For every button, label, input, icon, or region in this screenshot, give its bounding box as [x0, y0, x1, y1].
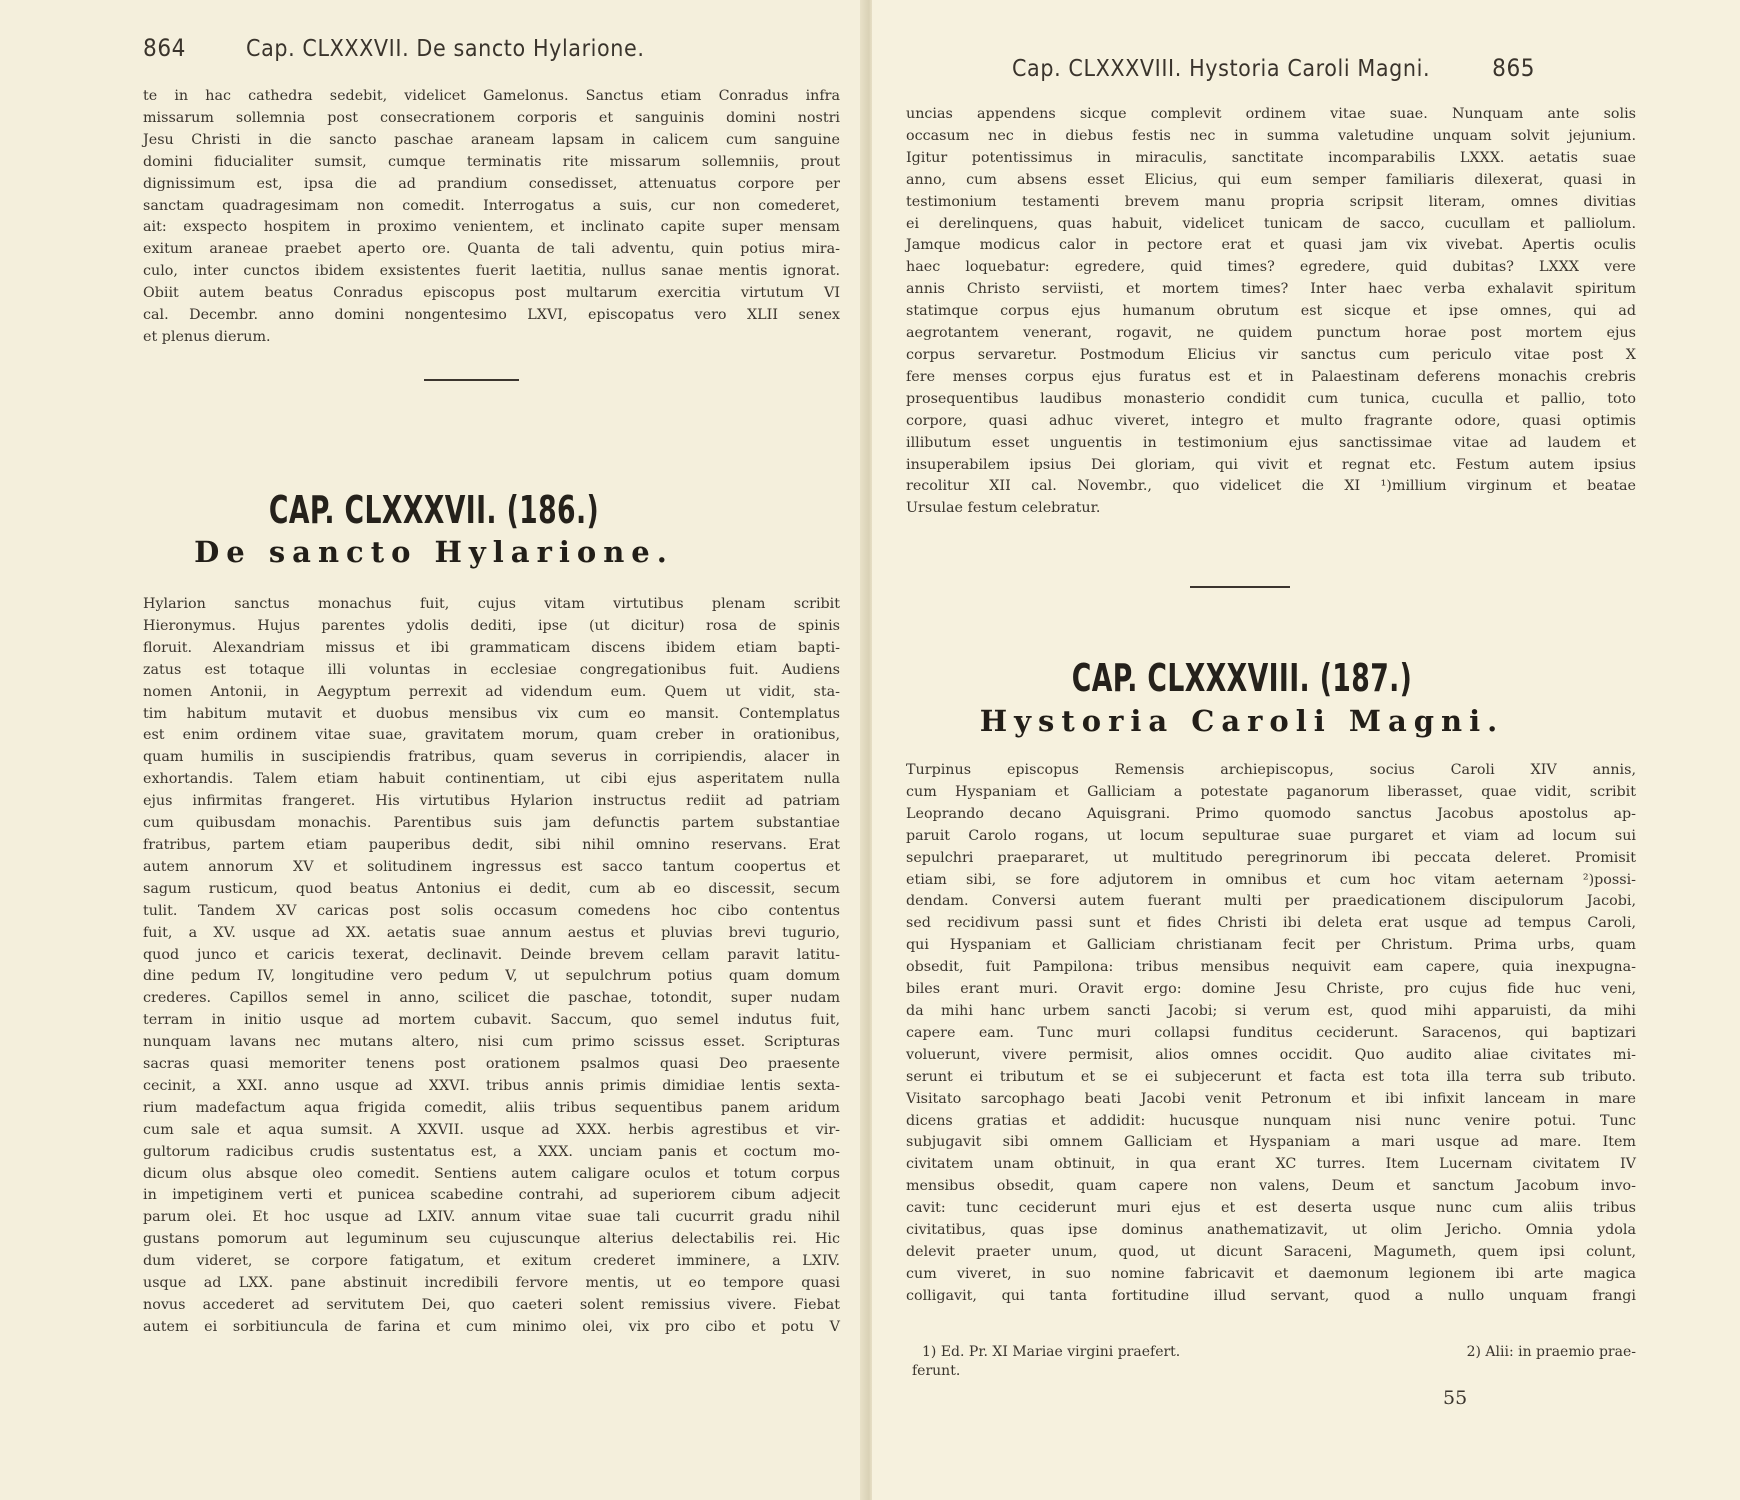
text-line: est enim ordinem vitae suae, gravitatem morum, quam creber in orationibus, [143, 727, 840, 744]
chapter-heading-left: CAP. CLXXXVII. (186.) [268, 488, 600, 532]
running-title-right: Cap. CLXXXVIII. Hystoria Caroli Magni. [1012, 56, 1431, 82]
text-line: dicens gratias et addidit: hucusque nunquam nisi nunc venire potui. Tunc [906, 1112, 1636, 1129]
text-line: recolitur XII cal. Novembr., quo videlicet die XI ¹)millium virginum et beatae [906, 478, 1636, 495]
text-line: cum sale et aqua sumsit. A XXVII. usque ad XXX. herbis agrestibus et vir- [143, 1121, 840, 1138]
left-page [0, 0, 868, 1500]
text-line: autem ei sorbitiuncula de farina et cum minimo olei, vix pro cibo et potu V [143, 1318, 840, 1335]
text-line: ait: exspecto hospitem in proximo venientem, et inclinato capite super mensam [143, 219, 840, 236]
text-line: cum viveret, in suo nomine fabricavit et daemonum legionem ibi arte magica [906, 1265, 1636, 1282]
text-line: quod junco et caricis texerat, declinavit. Deinde brevem cellam paravit latitu- [143, 946, 840, 963]
text-line: fuit, a XV. usque ad XX. aetatis suae annum aestus et pluvias brevi tugurio, [143, 924, 840, 941]
text-line: Hylarion sanctus monachus fuit, cujus vitam virtutibus plenam scribit [143, 596, 840, 612]
chapter-subtitle-right: Hystoria Caroli Magni. [979, 704, 1505, 738]
text-line: usque ad LXX. pane abstinuit incredibili fervore mentis, ut eo tempore quasi [143, 1275, 840, 1292]
text-line: paruit Carolo rogans, ut locum sepulturae suae purgaret et viam ad locum sui [906, 827, 1636, 844]
running-title-left: Cap. CLXXXVII. De sancto Hylarione. [246, 36, 645, 62]
footnote-2-continued: ferunt. [912, 1363, 961, 1379]
text-line: mensibus obsedit, quam capere non valens, Deum et sanctum Jacobum invo- [906, 1178, 1636, 1195]
text-line: corpus servaretur. Postmodum Elicius vir sanctus cum periculo vitae post X [906, 346, 1636, 363]
text-line: dine pedum IV, longitudine vero pedum V, ut sepulchrum potius quam domum [143, 968, 840, 985]
right-top-text [906, 104, 1636, 520]
text-line: novus accederet ad servitutem Dei, quo caeteri solent remissius vivere. Fiebat [143, 1297, 840, 1313]
text-line: sed recidivum passi sunt et fides Christi ibi deleta erat usque ad tempus Caroli, [906, 915, 1636, 932]
text-line: fere menses corpus ejus furatus est et in Palaestinam deferens monachis crebris [906, 368, 1636, 385]
text-line: parum olei. Et hoc usque ad LXIV. annum vitae suae tali cucurrit gradu nihil [143, 1209, 840, 1226]
text-line: rium madefactum aqua frigida comedit, aliis tribus sequentibus panem aridum [143, 1099, 840, 1116]
text-line: missarum sollemnia post consecrationem corporis et sanguinis domini nostri [143, 109, 840, 126]
text-line: annis Christo serviisti, et mortem times? Inter haec verba exhalavit spiritum [906, 281, 1636, 298]
text-line: Leoprando decano Aquisgrani. Primo quomodo sanctus Jacobus apostolus ap- [906, 805, 1636, 822]
text-line: statimque corpus ejus humanum obrutum est sicque et ipse omnes, qui ad [906, 303, 1636, 320]
text-line: fratribus, partem etiam pauperibus dedit, sibi nihil omnino reservans. Erat [143, 836, 840, 853]
text-line: testimonium testamenti brevem manu propria scripsit literam, omnes divitias [906, 193, 1636, 210]
text-line: crederes. Capillos semel in anno, scilicet die paschae, totondit, super nudam [143, 990, 840, 1007]
text-line: Ursulae festum celebratur. [906, 500, 1101, 517]
text-line: zatus est totaque illi voluntas in ecclesiae congregationibus fuit. Audiens [143, 661, 840, 678]
text-line: domini fiducialiter sumsit, cumque terminatis rite missarum sollemniis, prout [143, 153, 840, 170]
text-line: corpore, quasi adhuc viveret, integro et multo fragrante odore, quasi optimis [906, 412, 1636, 429]
text-line: gustans pomorum aut leguminum seu cujuscunque alterius delectabilis rei. Hic [143, 1231, 840, 1248]
text-line: Jamque modicus calor in pectore erat et quasi jam vix vivebat. Apertis oculis [906, 237, 1636, 254]
text-line: et plenus dierum. [143, 328, 271, 345]
text-line: qui Hyspaniam et Galliciam christianam fecit per Christum. Prima urbs, quam [906, 937, 1636, 954]
text-line: haec loquebatur: egredere, quid times? egredere, quid dubitas? LXXX vere [906, 259, 1636, 276]
text-line: quam humilis in suscipiendis fratribus, quam severus in corripiendis, alacer in [143, 749, 840, 766]
text-line: nomen Antonii, in Aegyptum perrexit ad videndum eum. Quem ut vidit, sta- [143, 683, 840, 700]
section-divider-right [1190, 586, 1290, 588]
text-line: Turpinus episcopus Remensis archiepiscopus, socius Caroli XIV annis, [906, 762, 1636, 778]
text-line: terram in initio usque ad mortem cubavit. Saccum, quo semel indutus fuit, [143, 1012, 840, 1029]
text-line: delevit praeter unum, quod, ut dicunt Saraceni, Magumeth, quem ipsi colunt, [906, 1243, 1636, 1260]
text-line: dignissimum est, ipsa die ad prandium consedisset, attenuatus corpore per [143, 175, 840, 192]
text-line: cal. Decembr. anno domini nongentesimo LXVI, episcopatus vero XLII senex [143, 307, 840, 324]
text-line: cecinit, a XXI. anno usque ad XXVI. tribus annis primis dimidiae lentis sexta- [143, 1077, 840, 1094]
text-line: voluerunt, vivere permisit, alios omnes occidit. Quo audito aliae civitates mi- [906, 1046, 1636, 1063]
text-line: sanctam quadragesimam non comedit. Interrogatus a suis, cur non comederet, [143, 197, 840, 214]
text-line: etiam sibi, se fore adjutorem in omnibus et cum hoc vitam aeternam ²)possi- [906, 871, 1636, 888]
text-line: capere eam. Tunc muri collapsi funditus ceciderunt. Saracenos, qui baptizari [906, 1024, 1636, 1041]
text-line: dendam. Conversi autem fuerant multi per praedicationem discipulorum Jacobi, [906, 893, 1636, 910]
text-line: Igitur potentissimus in miraculis, sanctitate incomparabilis LXXX. aetatis suae [906, 149, 1636, 166]
section-divider-left [424, 379, 519, 381]
text-line: dum videret, se corpore fatigatum, et exitum crederet imminere, a LXIV. [143, 1253, 840, 1270]
text-line: tulit. Tandem XV caricas post solis occasum comedens hoc cibo contentus [143, 902, 840, 919]
running-header-right [1012, 54, 1535, 82]
left-body-text [143, 594, 840, 1339]
text-line: colligavit, qui tanta fortitudine illud servant, quod a nullo unquam frangi [906, 1287, 1636, 1304]
text-line: cum Hyspaniam et Galliciam a potestate paganorum liberasset, quae vidit, scribit [906, 783, 1636, 800]
text-line: subjugavit sibi omnem Galliciam et Hyspaniam a mari usque ad mare. Item [906, 1134, 1636, 1151]
text-line: nunquam lavans nec mutans altero, nisi cum primo scissus esset. Scripturas [143, 1034, 840, 1051]
text-line: tim habitum mutavit et duobus mensibus vix cum eo mansit. Contemplatus [143, 705, 840, 722]
footnote-2: 2) Alii: in praemio prae- [1466, 1344, 1636, 1360]
text-line: cavit: tunc ceciderunt muri ejus et est deserta usque nunc cum aliis tribus [906, 1200, 1636, 1217]
text-line: ejus infirmitas frangeret. His virtutibus Hylarion instructus rediit ad patriam [143, 793, 840, 810]
text-line: gultorum radicibus crudis sustentatus est, a XXX. unciam panis et coctum mo- [143, 1143, 840, 1160]
text-line: anno, cum absens esset Elicius, qui eum semper familiaris dilexerat, quasi in [906, 171, 1636, 188]
text-line: sepulchri praepararet, ut multitudo peregrinorum ibi peccata deleret. Promisit [906, 849, 1636, 866]
text-line: Visitato sarcophago beati Jacobi venit Petronum et ibi infixit lanceam in mare [906, 1090, 1636, 1107]
chapter-heading-right: CAP. CLXXXVIII. (187.) [1071, 656, 1413, 700]
text-line: exhortandis. Talem etiam habuit continentiam, ut cibi ejus asperitatem nulla [143, 771, 840, 788]
text-line: civitatem unam obtinuit, in qua erant XC turres. Item Lucernam civitatem IV [906, 1156, 1636, 1173]
left-top-text [143, 86, 840, 349]
text-line: illibutum esset unguentis in testimonium ejus sanctissimae vitae ad laudem et [906, 434, 1636, 451]
text-line: te in hac cathedra sedebit, videlicet Gamelonus. Sanctus etiam Conradus infra [143, 88, 840, 104]
text-line: Jesu Christi in die sancto paschae araneam lapsam in calicem cum sanguine [143, 131, 840, 148]
text-line: obsedit, fuit Pampilona: tribus mensibus nequivit eam capere, quia inexpugna- [906, 959, 1636, 976]
signature-mark: 55 [1443, 1387, 1468, 1409]
text-line: dicum olus absque oleo comedit. Sentiens autem caligare oculos et totum corpus [143, 1165, 840, 1182]
footnote-1: 1) Ed. Pr. XI Mariae virgini praefert. [922, 1344, 1181, 1360]
text-line: sagum rusticum, quod beatus Antonius ei dedit, cum ab eo discessit, secum [143, 880, 840, 897]
text-line: autem annorum XV et solitudinem ingressus est sacco tantum coopertus et [143, 858, 840, 875]
text-line: uncias appendens sicque complevit ordinem vitae suae. Nunquam ante solis [906, 106, 1636, 122]
text-line: floruit. Alexandriam missus et ibi grammaticam discens ibidem etiam bapti- [143, 639, 840, 656]
text-line: serunt ei tributum et se ei subjecerunt et facta est tota illa terra sub tributo. [906, 1068, 1636, 1085]
text-line: prosequentibus laudibus monasterio condidit cum tunica, cuculla et pallio, toto [906, 390, 1636, 407]
running-header-left [143, 34, 645, 62]
text-line: ei derelinquens, quas habuit, videlicet tunicam de sacco, cucullam et palliolum. [906, 215, 1636, 232]
page-number-left: 864 [143, 34, 187, 62]
text-line: insuperabilem ipsius Dei gloriam, qui vivit et regnat etc. Festum autem ipsius [906, 456, 1636, 473]
text-line: Hieronymus. Hujus parentes ydolis dediti, ipse (ut dicitur) rosa de spinis [143, 617, 840, 634]
chapter-subtitle-left: De sancto Hylarione. [194, 535, 674, 569]
text-line: da mihi hanc urbem sancti Jacobi; si verum est, quod mihi apparuisti, da mihi [906, 1002, 1636, 1019]
text-line: sacras quasi memoriter tenens post orationem psalmos quasi Deo praesente [143, 1056, 840, 1073]
page-number-right: 865 [1492, 54, 1536, 82]
text-line: occasum nec in diebus festis nec in summa valetudine unquam solvit jejunium. [906, 127, 1636, 144]
text-line: civitatibus, quas ipse dominus anathematizavit, ut olim Jericho. Omnia ydola [906, 1222, 1636, 1239]
text-line: exitum araneae praebet aperto ore. Quanta de tali adventu, quin potius mira- [143, 241, 840, 258]
text-line: Obiit autem beatus Conradus episcopus post multarum exercitia virtutum VI [143, 285, 840, 302]
text-line: biles erant muri. Oravit ergo: domine Jesu Christe, pro cujus fide huc veni, [906, 981, 1636, 998]
text-line: culo, inter cunctos ibidem exsistentes fuerit laetitia, nullus sanae mentis ignorat. [143, 263, 840, 280]
footnotes [912, 1343, 1636, 1381]
text-line: in impetiginem verti et puniceа scabedine contrahi, ad superiorem cibum adjecit [143, 1187, 840, 1204]
right-body-text [906, 760, 1636, 1308]
text-line: cum quibusdam monachis. Parentibus suis jam defunctis partem substantiae [143, 815, 840, 832]
right-page [872, 0, 1740, 1500]
text-line: aegrotantem venerant, rogavit, ne quidem punctum horae post mortem ejus [906, 325, 1636, 342]
